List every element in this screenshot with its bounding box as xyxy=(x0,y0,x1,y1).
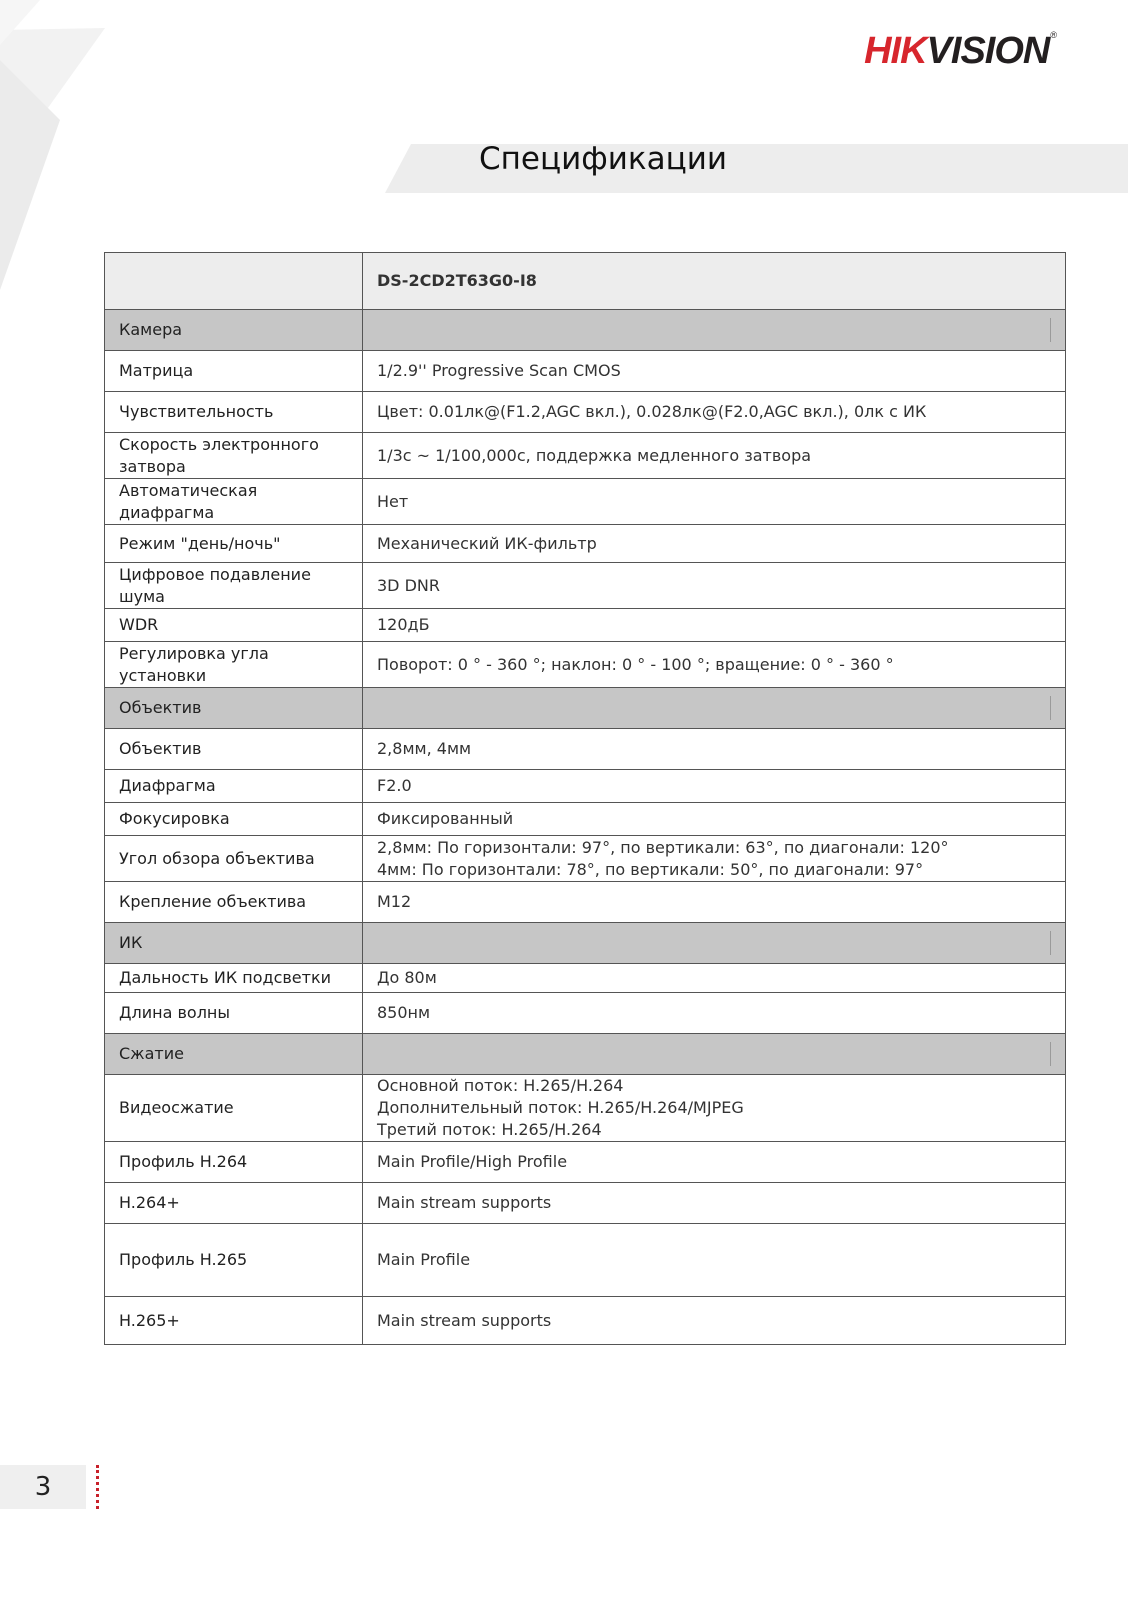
spec-label: Автоматическая диафрагма xyxy=(105,479,363,525)
spec-label: Скорость электронного затвора xyxy=(105,433,363,479)
table-row xyxy=(105,803,1066,836)
spec-label: Крепление объектива xyxy=(105,882,363,923)
table-row xyxy=(105,433,1066,479)
section-row xyxy=(105,688,1066,729)
table-row xyxy=(105,609,1066,642)
spec-value: Main stream supports xyxy=(363,1183,1066,1224)
page-number-dots xyxy=(96,1465,102,1509)
spec-label: Длина волны xyxy=(105,993,363,1034)
spec-value: Main stream supports xyxy=(363,1297,1066,1345)
spec-value: Фиксированный xyxy=(363,803,1066,836)
spec-value: F2.0 xyxy=(363,770,1066,803)
spec-value: Нет xyxy=(363,479,1066,525)
header-empty-cell xyxy=(105,253,363,310)
table-row xyxy=(105,392,1066,433)
page-number: 3 xyxy=(0,1465,86,1509)
spec-value: Основной поток: H.265/H.264 Дополнительный поток: H.265/H.264/MJPEG Третий поток: H.265/H.264 xyxy=(363,1075,1066,1142)
spec-value: Main Profile xyxy=(363,1224,1066,1297)
table-row xyxy=(105,1224,1066,1297)
table-row xyxy=(105,479,1066,525)
spec-label: Матрица xyxy=(105,351,363,392)
spec-value: 850нм xyxy=(363,993,1066,1034)
spec-value: 1/2.9'' Progressive Scan CMOS xyxy=(363,351,1066,392)
spec-label: Видеосжатие xyxy=(105,1075,363,1142)
spec-label: Объектив xyxy=(105,729,363,770)
table-row xyxy=(105,770,1066,803)
table-header-row xyxy=(105,253,1066,310)
spec-value: 120дБ xyxy=(363,609,1066,642)
table-row xyxy=(105,729,1066,770)
table-row xyxy=(105,642,1066,688)
spec-label: Чувствительность xyxy=(105,392,363,433)
section-row xyxy=(105,923,1066,964)
section-title: Сжатие xyxy=(105,1034,363,1075)
spec-table xyxy=(104,252,1066,1345)
section-empty-cell xyxy=(363,923,1066,964)
section-title: ИК xyxy=(105,923,363,964)
spec-label: Диафрагма xyxy=(105,770,363,803)
spec-value: Цвет: 0.01лк@(F1.2,AGC вкл.), 0.028лк@(F2.0,AGC вкл.), 0лк с ИК xyxy=(363,392,1066,433)
section-empty-cell xyxy=(363,688,1066,729)
table-row xyxy=(105,351,1066,392)
section-empty-cell xyxy=(363,310,1066,351)
spec-label: H.265+ xyxy=(105,1297,363,1345)
spec-value: M12 xyxy=(363,882,1066,923)
table-row xyxy=(105,964,1066,993)
spec-label: Дальность ИК подсветки xyxy=(105,964,363,993)
spec-label: Профиль H.265 xyxy=(105,1224,363,1297)
section-empty-cell xyxy=(363,1034,1066,1075)
table-row xyxy=(105,1075,1066,1142)
model-name: DS-2CD2T63G0-I8 xyxy=(363,253,1066,310)
table-row xyxy=(105,993,1066,1034)
table-row xyxy=(105,1297,1066,1345)
section-title: Камера xyxy=(105,310,363,351)
spec-value: До 80м xyxy=(363,964,1066,993)
hikvision-logo: HIKVISION® xyxy=(864,30,1056,72)
spec-value: Механический ИК-фильтр xyxy=(363,525,1066,563)
spec-label: Угол обзора объектива xyxy=(105,836,363,882)
spec-label: Режим "день/ночь" xyxy=(105,525,363,563)
spec-value: Поворот: 0 ° - 360 °; наклон: 0 ° - 100 °; вращение: 0 ° - 360 ° xyxy=(363,642,1066,688)
spec-label: Цифровое подавление шума xyxy=(105,563,363,609)
spec-label: Профиль H.264 xyxy=(105,1142,363,1183)
table-row xyxy=(105,563,1066,609)
section-row xyxy=(105,310,1066,351)
table-row xyxy=(105,882,1066,923)
section-title: Объектив xyxy=(105,688,363,729)
table-row xyxy=(105,836,1066,882)
section-row xyxy=(105,1034,1066,1075)
spec-value: 2,8мм: По горизонтали: 97°, по вертикали: 63°, по диагонали: 120° 4мм: По горизонтали: 78°, по вертикали: 50°, по диагонали: 97° xyxy=(363,836,1066,882)
spec-label: H.264+ xyxy=(105,1183,363,1224)
page-title: Спецификации xyxy=(479,141,727,177)
spec-label: Регулировка угла установки xyxy=(105,642,363,688)
spec-value: 3D DNR xyxy=(363,563,1066,609)
spec-label: Фокусировка xyxy=(105,803,363,836)
table-row xyxy=(105,1183,1066,1224)
table-row xyxy=(105,525,1066,563)
table-row xyxy=(105,1142,1066,1183)
spec-label: WDR xyxy=(105,609,363,642)
spec-value: Main Profile/High Profile xyxy=(363,1142,1066,1183)
spec-value: 1/3с ~ 1/100,000с, поддержка медленного затвора xyxy=(363,433,1066,479)
spec-value: 2,8мм, 4мм xyxy=(363,729,1066,770)
